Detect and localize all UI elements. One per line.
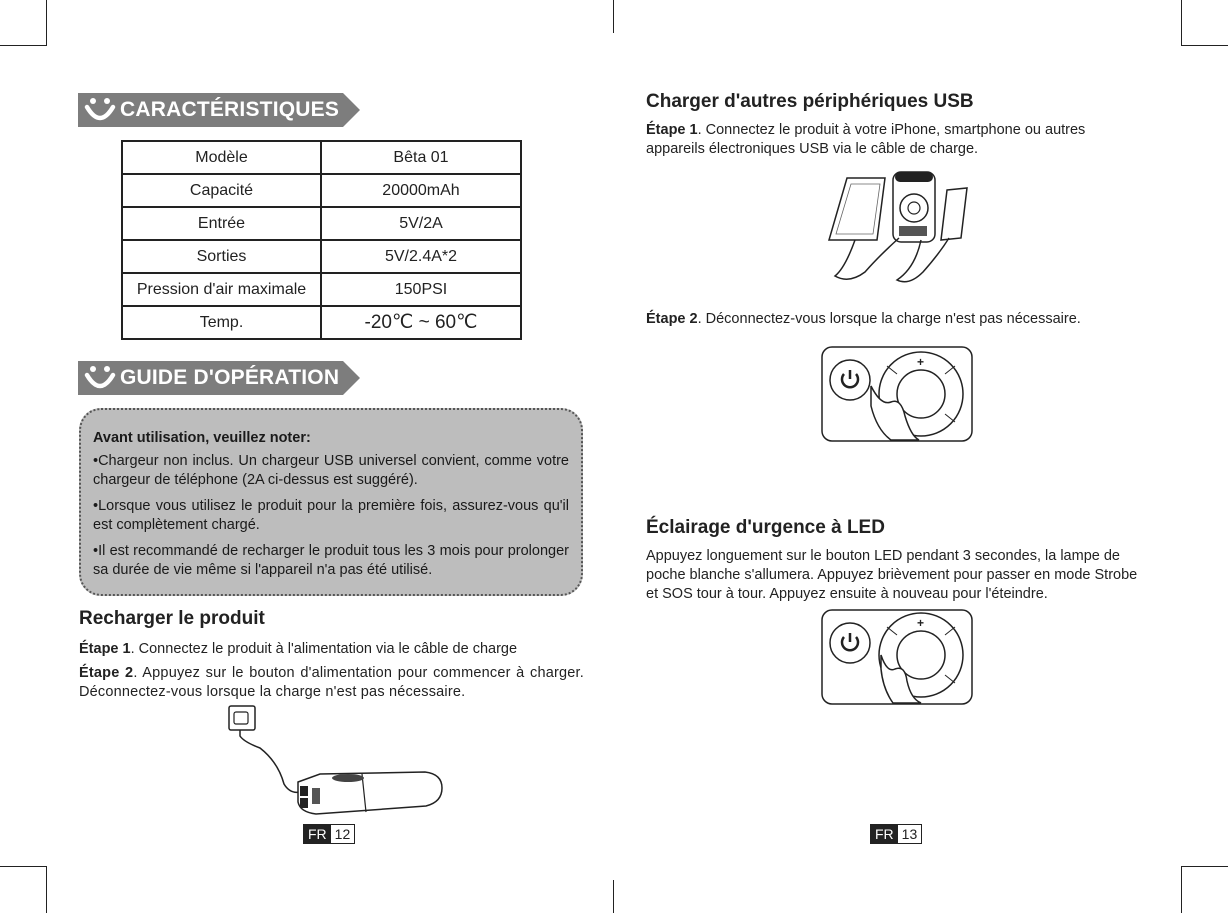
usb-step-1 bbox=[646, 121, 1126, 159]
crop-mark bbox=[46, 0, 47, 46]
table-row bbox=[122, 240, 521, 273]
table-row bbox=[122, 141, 521, 174]
table-row bbox=[122, 273, 521, 306]
section-title: GUIDE D'OPÉRATION bbox=[120, 366, 340, 389]
spec-value: 150PSI bbox=[321, 273, 521, 306]
page-number: 13 bbox=[898, 825, 922, 843]
notice-item: •Chargeur non inclus. Un chargeur USB universel convient, comme votre chargeur de téléphone (2A ci-dessus est suggéré). bbox=[93, 453, 569, 488]
spec-value: 5V/2.4A*2 bbox=[321, 240, 521, 273]
spec-key: Capacité bbox=[122, 174, 321, 207]
table-row bbox=[122, 207, 521, 240]
language-code: FR bbox=[304, 825, 331, 843]
page-number-tag bbox=[303, 824, 355, 844]
spec-value: Bêta 01 bbox=[321, 141, 521, 174]
crop-mark bbox=[46, 866, 47, 913]
step-label: Étape 2 bbox=[646, 311, 698, 327]
guide-section-banner bbox=[78, 361, 360, 395]
crop-mark bbox=[1181, 0, 1182, 46]
power-bank-charging-illustration bbox=[220, 702, 445, 817]
table-row bbox=[122, 174, 521, 207]
language-code: FR bbox=[871, 825, 898, 843]
spec-key: Temp. bbox=[122, 306, 321, 339]
crop-mark bbox=[613, 880, 614, 913]
recharge-step-2 bbox=[79, 664, 584, 702]
crop-mark bbox=[613, 0, 614, 33]
crop-mark bbox=[0, 45, 47, 46]
spec-value: 20000mAh bbox=[321, 174, 521, 207]
power-button-icon bbox=[830, 623, 870, 663]
usb-step-2 bbox=[646, 310, 1126, 329]
usb-heading: Charger d'autres périphériques USB bbox=[646, 91, 974, 112]
crop-mark bbox=[1181, 866, 1228, 867]
spec-key: Pression d'air maximale bbox=[122, 273, 321, 306]
recharge-heading: Recharger le produit bbox=[79, 608, 265, 629]
recharge-step-1 bbox=[79, 640, 584, 659]
step-text: . Déconnectez-vous lorsque la charge n'est pas nécessaire. bbox=[697, 311, 1081, 327]
spec-key: Sorties bbox=[122, 240, 321, 273]
notice-box bbox=[79, 408, 583, 596]
page-number-tag bbox=[870, 824, 922, 844]
step-label: Étape 2 bbox=[79, 665, 134, 681]
power-button-icon bbox=[830, 360, 870, 400]
step-text: . Connectez le produit à l'alimentation via le câble de charge bbox=[130, 641, 518, 657]
table-row bbox=[122, 306, 521, 339]
notice-item: •Lorsque vous utilisez le produit pour la première fois, assurez-vous qu'il est complètement chargé. bbox=[93, 498, 569, 533]
notice-title: Avant utilisation, veuillez noter: bbox=[93, 430, 311, 446]
specs-table bbox=[121, 140, 522, 340]
page-number: 12 bbox=[331, 825, 355, 843]
usb-devices-illustration bbox=[825, 168, 975, 288]
spec-value: 5V/2A bbox=[321, 207, 521, 240]
notice-item: •Il est recommandé de recharger le produit tous les 3 mois pour prolonger sa durée de vie même si l'appareil n'a pas été utilisé. bbox=[93, 543, 569, 578]
spec-key: Modèle bbox=[122, 141, 321, 174]
specs-section-banner bbox=[78, 93, 360, 127]
crop-mark bbox=[1181, 45, 1228, 46]
step-text: . Connectez le produit à votre iPhone, smartphone ou autres appareils électroniques USB via le câble de charge. bbox=[646, 122, 1086, 157]
spec-key: Entrée bbox=[122, 207, 321, 240]
spec-value: -20℃ ~ 60℃ bbox=[321, 306, 521, 339]
smiley-icon bbox=[84, 95, 116, 125]
crop-mark bbox=[0, 866, 47, 867]
led-text: Appuyez longuement sur le bouton LED pendant 3 secondes, la lampe de poche blanche s'allumera. Appuyez brièvement pour passer en mode Strobe et SOS tour à tour. Appuyez ensuite à nouveau pour l'éteindre. bbox=[646, 548, 1138, 602]
svg-text:+: + bbox=[917, 616, 925, 630]
crop-mark bbox=[1181, 866, 1182, 913]
section-title: CARACTÉRISTIQUES bbox=[120, 98, 340, 121]
control-panel-illustration bbox=[821, 346, 973, 442]
step-text: . Appuyez sur le bouton d'alimentation pour commencer à charger. Déconnectez-vous lorsque la charge n'est pas nécessaire. bbox=[79, 665, 584, 700]
step-label: Étape 1 bbox=[79, 641, 131, 657]
led-heading: Éclairage d'urgence à LED bbox=[646, 517, 885, 538]
smiley-icon bbox=[84, 363, 116, 393]
step-label: Étape 1 bbox=[646, 122, 698, 138]
svg-text:+: + bbox=[917, 355, 925, 369]
control-panel-illustration bbox=[821, 609, 973, 705]
